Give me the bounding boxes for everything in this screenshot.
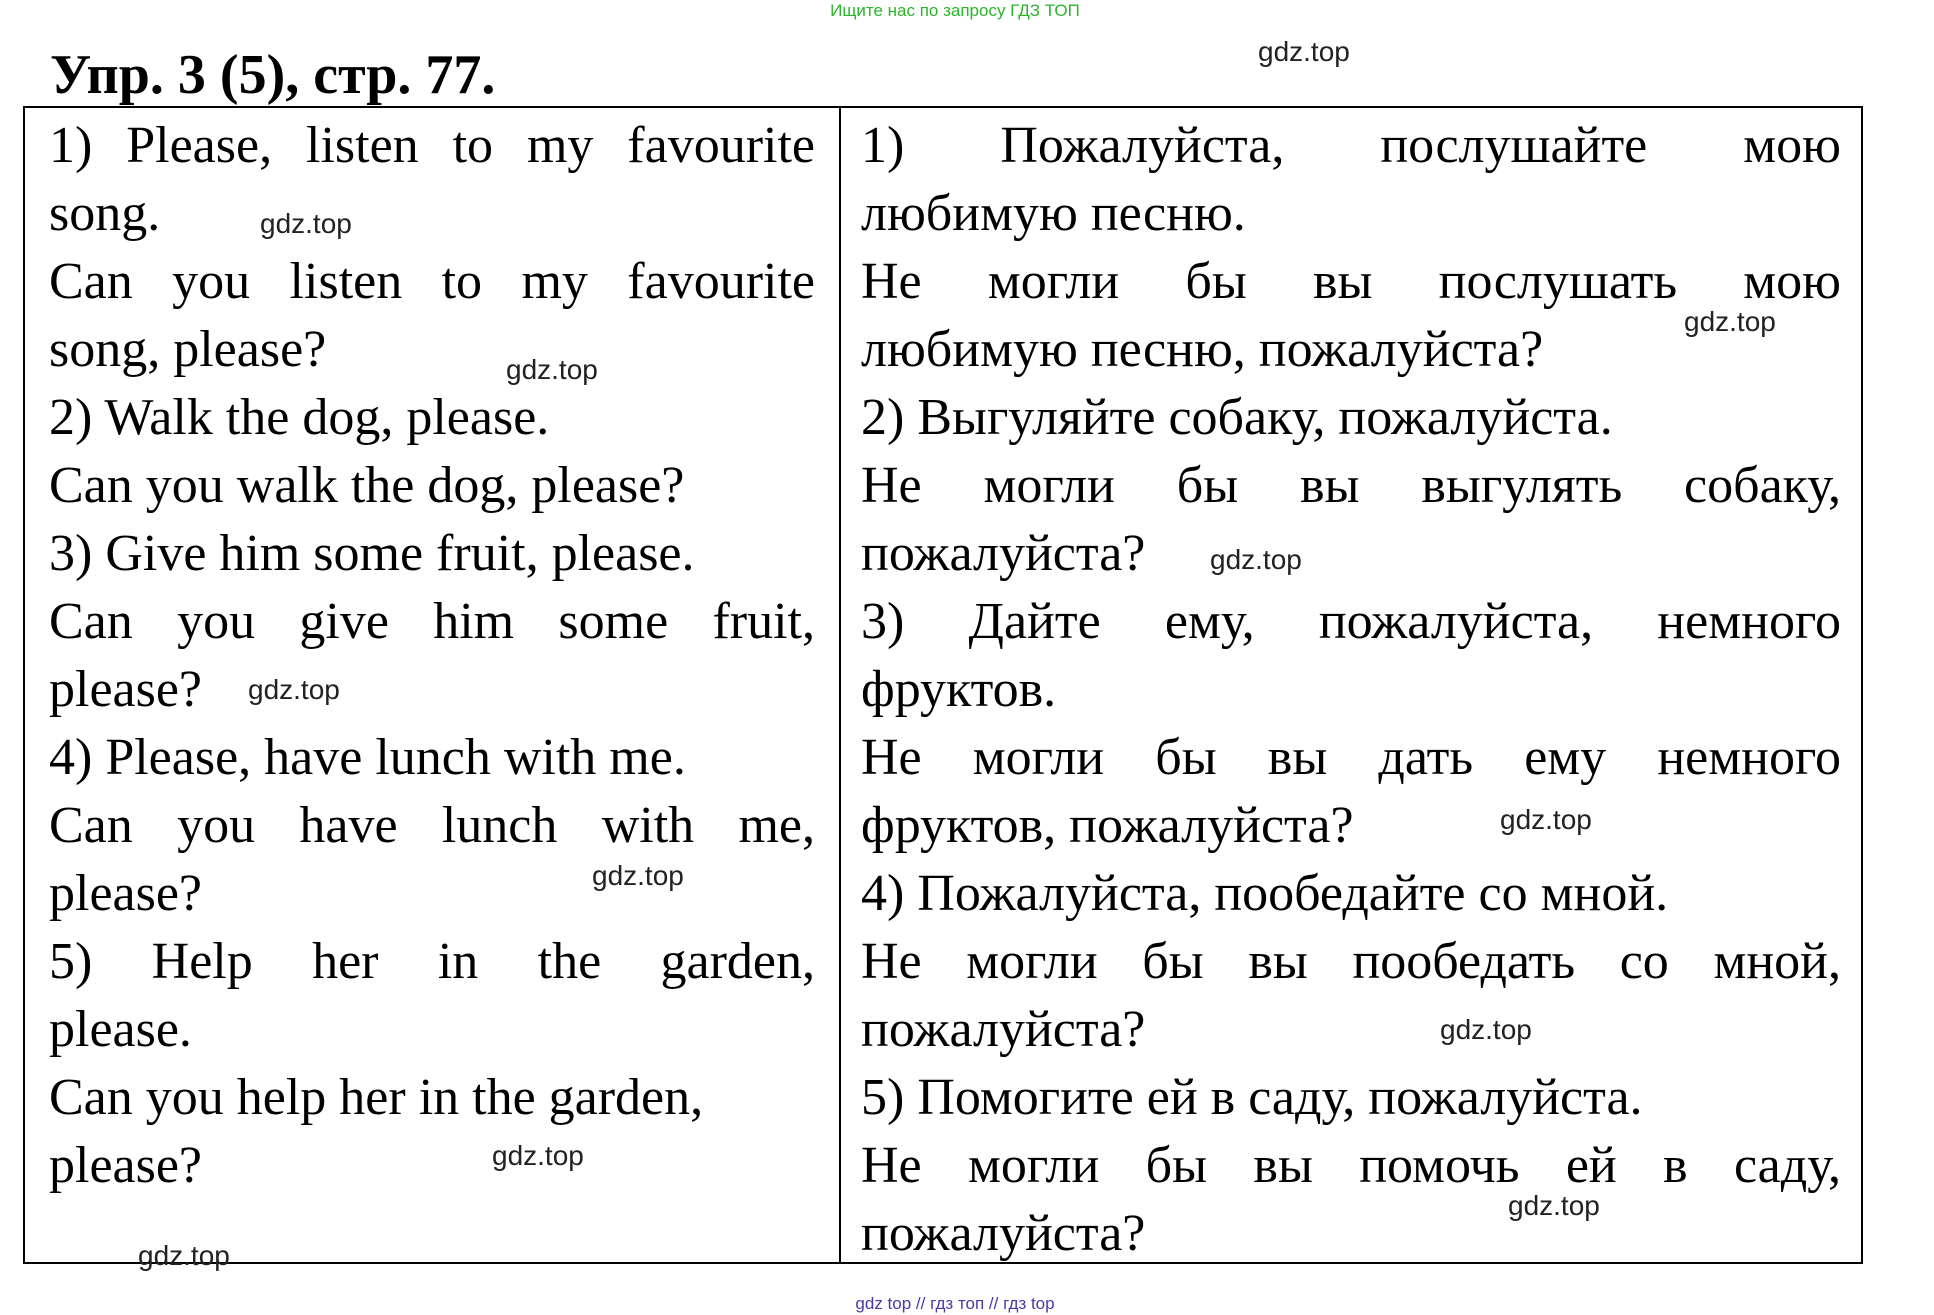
russian-line: 2) Выгуляйте собаку, пожалуйста. — [861, 389, 1613, 446]
bottom-footer — [0, 1293, 1934, 1315]
english-line: 4) Please, have lunch with me. — [49, 729, 686, 786]
english-line: 5) Help her in the garden, — [49, 933, 815, 990]
watermark: gdz.top — [1210, 544, 1302, 575]
english-line: Can you listen to my favourite — [49, 253, 815, 310]
russian-line: пожалуйста? — [861, 1205, 1146, 1262]
russian-line: 4) Пожалуйста, пообедайте со мной. — [861, 865, 1669, 922]
watermark: gdz.top — [1258, 36, 1350, 67]
russian-line: пожалуйста? — [861, 1001, 1146, 1058]
russian-line: Не могли бы вы выгулять собаку, — [861, 457, 1841, 514]
english-line: Can you help her in the garden, — [49, 1069, 704, 1126]
english-column — [25, 108, 841, 1262]
russian-line: фруктов, пожалуйста? — [861, 797, 1354, 854]
watermark: gdz.top — [260, 208, 352, 239]
russian-line: Не могли бы вы помочь ей в саду, — [861, 1137, 1841, 1194]
english-line: please? — [49, 1137, 203, 1194]
russian-line: фруктов. — [861, 661, 1057, 718]
english-line: please? — [49, 661, 203, 718]
english-line: Can you walk the dog, please? — [49, 457, 685, 514]
top-banner-text: Ищите нас по запросу ГДЗ ТОП — [830, 1, 1080, 20]
page-title: Упр. 3 (5), стр. 77. — [50, 44, 496, 106]
russian-line: 5) Помогите ей в саду, пожалуйста. — [861, 1069, 1643, 1126]
watermark: gdz.top — [248, 674, 340, 705]
russian-line: любимую песню, пожалуйста? — [861, 321, 1544, 378]
russian-line: Не могли бы вы пообедать со мной, — [861, 933, 1841, 990]
russian-line: 3) Дайте ему, пожалуйста, немного — [861, 593, 1841, 650]
english-line: Can you have lunch with me, — [49, 797, 815, 854]
watermark: gdz.top — [1508, 1190, 1600, 1221]
russian-line: Не могли бы вы дать ему немного — [861, 729, 1841, 786]
russian-column — [841, 108, 1861, 1262]
english-line: please? — [49, 865, 203, 922]
english-line: please. — [49, 1001, 192, 1058]
english-line: 3) Give him some fruit, please. — [49, 525, 695, 582]
watermark: gdz.top — [592, 860, 684, 891]
watermark: gdz.top — [492, 1140, 584, 1171]
russian-line: пожалуйста? — [861, 525, 1146, 582]
watermark: gdz.top — [506, 354, 598, 385]
english-line: song. — [49, 185, 161, 242]
watermark: gdz.top — [1684, 306, 1776, 337]
english-line: Can you give him some fruit, — [49, 593, 815, 650]
russian-line: любимую песню. — [861, 185, 1246, 242]
watermark: gdz.top — [138, 1240, 230, 1271]
footer-text: gdz top // гдз топ // гдз top — [855, 1294, 1055, 1313]
russian-line: Не могли бы вы послушать мою — [861, 253, 1841, 310]
english-line: 2) Walk the dog, please. — [49, 389, 550, 446]
english-line: song, please? — [49, 321, 327, 378]
english-line: 1) Please, listen to my favourite — [49, 117, 815, 174]
russian-line: 1) Пожалуйста, послушайте мою — [861, 117, 1841, 174]
watermark: gdz.top — [1500, 804, 1592, 835]
watermark: gdz.top — [1440, 1014, 1532, 1045]
top-banner — [0, 0, 1934, 22]
